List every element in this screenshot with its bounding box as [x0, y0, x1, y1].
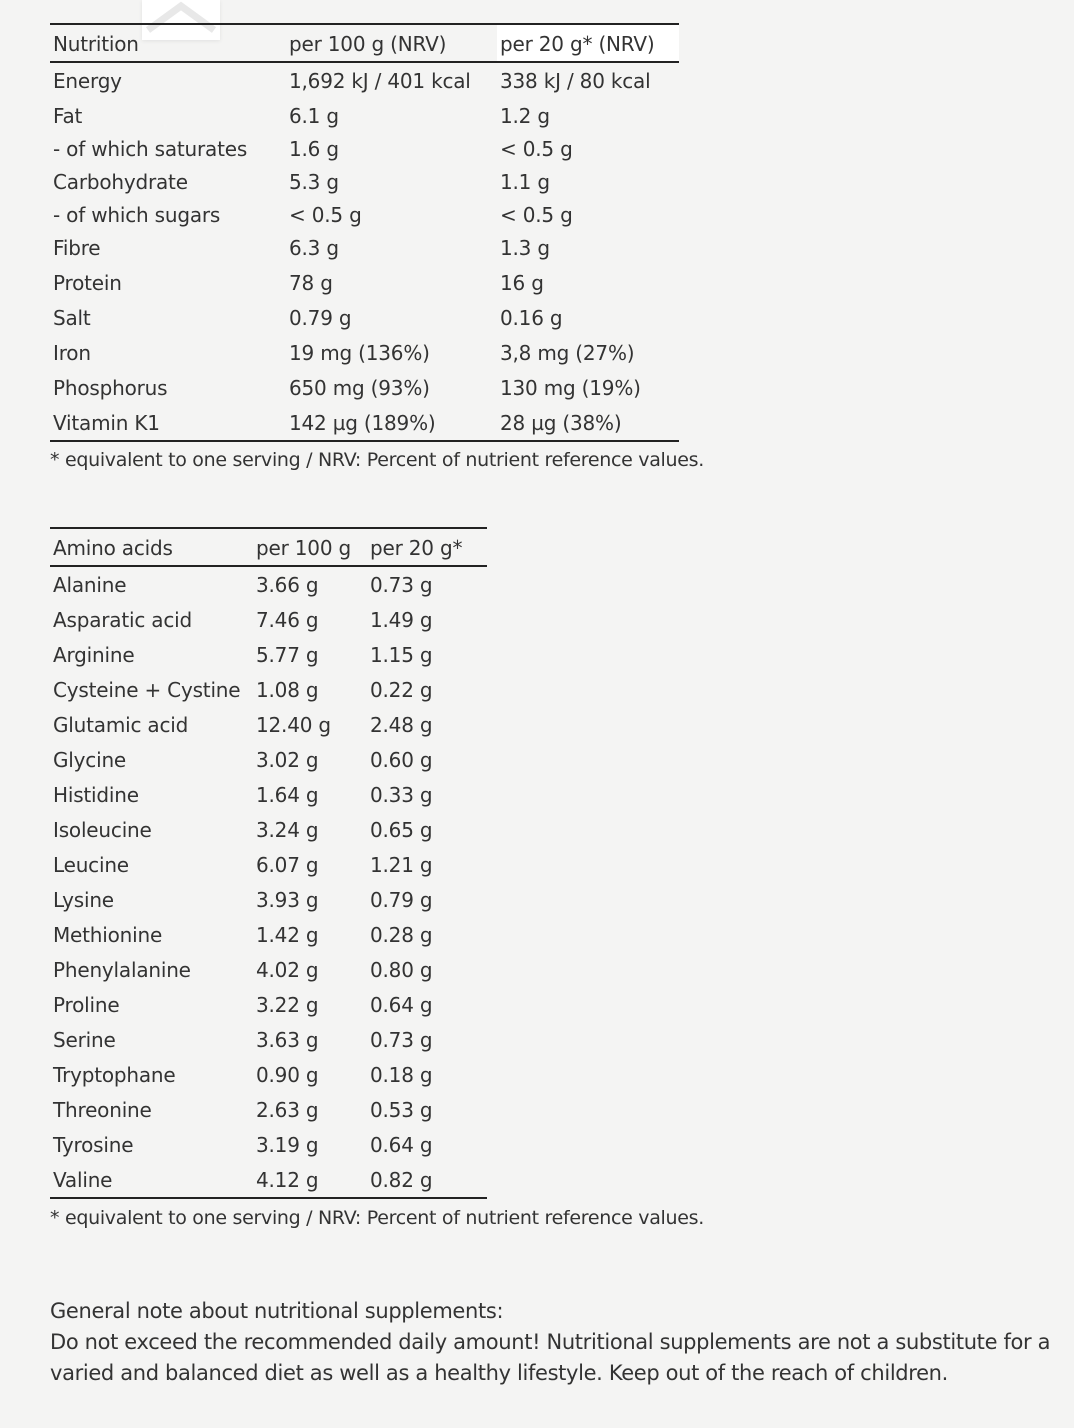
table-row	[50, 812, 487, 847]
amino-header-per-serving: per 20 g*	[367, 528, 487, 566]
per-100g-value: 7.46 g	[256, 607, 319, 632]
per-100g-value: 1.42 g	[256, 922, 319, 947]
table-row	[50, 882, 487, 917]
per-100g-value: 4.12 g	[253, 1162, 367, 1198]
nutrition-footnote: * equivalent to one serving / NRV: Percent of nutrient reference values.	[50, 449, 705, 471]
table-row	[50, 672, 487, 707]
row-label: Carbohydrate	[53, 169, 188, 194]
per-serving-value: 16 g	[500, 270, 544, 295]
row-label: Leucine	[53, 852, 129, 877]
table-row	[50, 847, 487, 882]
per-100g-value: 3.02 g	[256, 747, 319, 772]
general-note	[50, 1296, 1060, 1389]
row-label: Serine	[53, 1027, 116, 1052]
table-row	[50, 133, 679, 164]
row-label: Proline	[53, 992, 120, 1017]
per-serving-value: 0.28 g	[370, 922, 433, 947]
per-100g-value: 4.02 g	[256, 957, 319, 982]
amino-footnote: * equivalent to one serving / NRV: Percent of nutrient reference values.	[50, 1207, 705, 1229]
nutrition-header-label: Nutrition	[50, 24, 286, 62]
per-serving-value: 338 kJ / 80 kcal	[500, 68, 651, 93]
per-100g-value: 3.66 g	[256, 572, 319, 597]
per-serving-value: 0.64 g	[370, 992, 433, 1017]
table-row	[50, 405, 679, 441]
per-serving-value: 0.22 g	[370, 677, 433, 702]
per-100g-value: 6.3 g	[289, 235, 339, 260]
row-label: Histidine	[53, 782, 139, 807]
row-label: Protein	[53, 270, 122, 295]
amino-header-label: Amino acids	[50, 528, 253, 566]
table-row	[50, 602, 487, 637]
row-label: Tryptophane	[53, 1062, 176, 1087]
per-100g-value: < 0.5 g	[289, 202, 362, 227]
row-label: Phosphorus	[53, 375, 168, 400]
row-label: Asparatic acid	[53, 607, 192, 632]
row-label: Valine	[50, 1162, 253, 1198]
per-serving-value: < 0.5 g	[500, 202, 573, 227]
per-100g-value: 2.63 g	[256, 1097, 319, 1122]
per-serving-value: 0.82 g	[367, 1162, 487, 1198]
table-row	[50, 230, 679, 265]
row-label: Cysteine + Cystine	[53, 677, 241, 702]
per-serving-value: 28 µg (38%)	[497, 405, 679, 441]
row-label: Alanine	[53, 572, 127, 597]
per-100g-value: 78 g	[289, 270, 333, 295]
per-serving-value: 3,8 mg (27%)	[500, 340, 635, 365]
per-100g-value: 142 µg (189%)	[286, 405, 497, 441]
row-label: Fibre	[53, 235, 101, 260]
general-note-body: Do not exceed the recommended daily amount! Nutritional supplements are not a substitute for a varied and balanced diet as well as a healthy lifestyle. Keep out of the reach of children.	[50, 1330, 1051, 1385]
amino-header-per-100g: per 100 g	[253, 528, 367, 566]
row-label: Tyrosine	[53, 1132, 134, 1157]
table-row	[50, 707, 487, 742]
per-100g-value: 1.64 g	[256, 782, 319, 807]
per-100g-value: 5.77 g	[256, 642, 319, 667]
table-row	[50, 917, 487, 952]
amino-acids-table	[50, 527, 487, 1199]
per-serving-value: 1.49 g	[370, 607, 433, 632]
table-row	[50, 164, 679, 199]
per-serving-value: < 0.5 g	[500, 136, 573, 161]
row-label: Lysine	[53, 887, 114, 912]
table-row	[50, 1092, 487, 1127]
row-label: Glycine	[53, 747, 127, 772]
table-row	[50, 1022, 487, 1057]
per-100g-value: 3.19 g	[256, 1132, 319, 1157]
row-label: Isoleucine	[53, 817, 152, 842]
per-serving-value: 0.64 g	[370, 1132, 433, 1157]
table-row	[50, 1127, 487, 1162]
per-100g-value: 1,692 kJ / 401 kcal	[289, 68, 471, 93]
table-row	[50, 777, 487, 812]
per-serving-value: 0.80 g	[370, 957, 433, 982]
per-serving-value: 1.1 g	[500, 169, 550, 194]
amino-header-row	[50, 528, 487, 566]
row-label: Iron	[53, 340, 91, 365]
nutrition-header-row	[50, 24, 679, 62]
per-serving-value: 0.79 g	[370, 887, 433, 912]
per-100g-value: 3.24 g	[256, 817, 319, 842]
row-label: Energy	[53, 68, 122, 93]
row-label: - of which saturates	[53, 136, 248, 161]
per-serving-value: 1.21 g	[370, 852, 433, 877]
per-serving-value: 2.48 g	[370, 712, 433, 737]
table-row	[50, 199, 679, 230]
table-row	[50, 335, 679, 370]
row-label: Glutamic acid	[53, 712, 189, 737]
per-100g-value: 3.93 g	[256, 887, 319, 912]
per-serving-value: 0.53 g	[370, 1097, 433, 1122]
table-row	[50, 1162, 487, 1198]
per-100g-value: 6.1 g	[289, 103, 339, 128]
per-serving-value: 1.2 g	[500, 103, 550, 128]
per-100g-value: 19 mg (136%)	[289, 340, 430, 365]
table-row	[50, 987, 487, 1022]
per-serving-value: 0.16 g	[500, 305, 563, 330]
table-row	[50, 742, 487, 777]
per-100g-value: 0.90 g	[256, 1062, 319, 1087]
per-100g-value: 3.63 g	[256, 1027, 319, 1052]
per-serving-value: 0.73 g	[370, 1027, 433, 1052]
table-row	[50, 952, 487, 987]
per-serving-value: 130 mg (19%)	[500, 375, 641, 400]
nutrition-header-per-serving: per 20 g* (NRV)	[497, 24, 679, 62]
table-row	[50, 1057, 487, 1092]
table-row	[50, 370, 679, 405]
row-label: - of which sugars	[53, 202, 221, 227]
table-row	[50, 265, 679, 300]
per-100g-value: 1.6 g	[289, 136, 339, 161]
per-serving-value: 0.65 g	[370, 817, 433, 842]
row-label: Threonine	[53, 1097, 152, 1122]
row-label: Fat	[53, 103, 83, 128]
table-row	[50, 98, 679, 133]
general-note-title: General note about nutritional supplements:	[50, 1299, 504, 1323]
row-label: Phenylalanine	[53, 957, 191, 982]
per-serving-value: 1.15 g	[370, 642, 433, 667]
row-label: Vitamin K1	[50, 405, 286, 441]
row-label: Salt	[53, 305, 91, 330]
per-serving-value: 0.18 g	[370, 1062, 433, 1087]
table-row	[50, 62, 679, 98]
per-100g-value: 0.79 g	[289, 305, 352, 330]
table-row	[50, 300, 679, 335]
per-serving-value: 1.3 g	[500, 235, 550, 260]
row-label: Methionine	[53, 922, 163, 947]
per-serving-value: 0.33 g	[370, 782, 433, 807]
per-100g-value: 650 mg (93%)	[289, 375, 430, 400]
table-row	[50, 637, 487, 672]
row-label: Arginine	[53, 642, 135, 667]
nutrition-header-per-100g: per 100 g (NRV)	[286, 24, 497, 62]
nutrition-table	[50, 23, 679, 442]
table-row	[50, 566, 487, 602]
per-100g-value: 1.08 g	[256, 677, 319, 702]
per-100g-value: 5.3 g	[289, 169, 339, 194]
per-serving-value: 0.60 g	[370, 747, 433, 772]
per-100g-value: 3.22 g	[256, 992, 319, 1017]
per-serving-value: 0.73 g	[370, 572, 433, 597]
per-100g-value: 6.07 g	[256, 852, 319, 877]
per-100g-value: 12.40 g	[256, 712, 331, 737]
